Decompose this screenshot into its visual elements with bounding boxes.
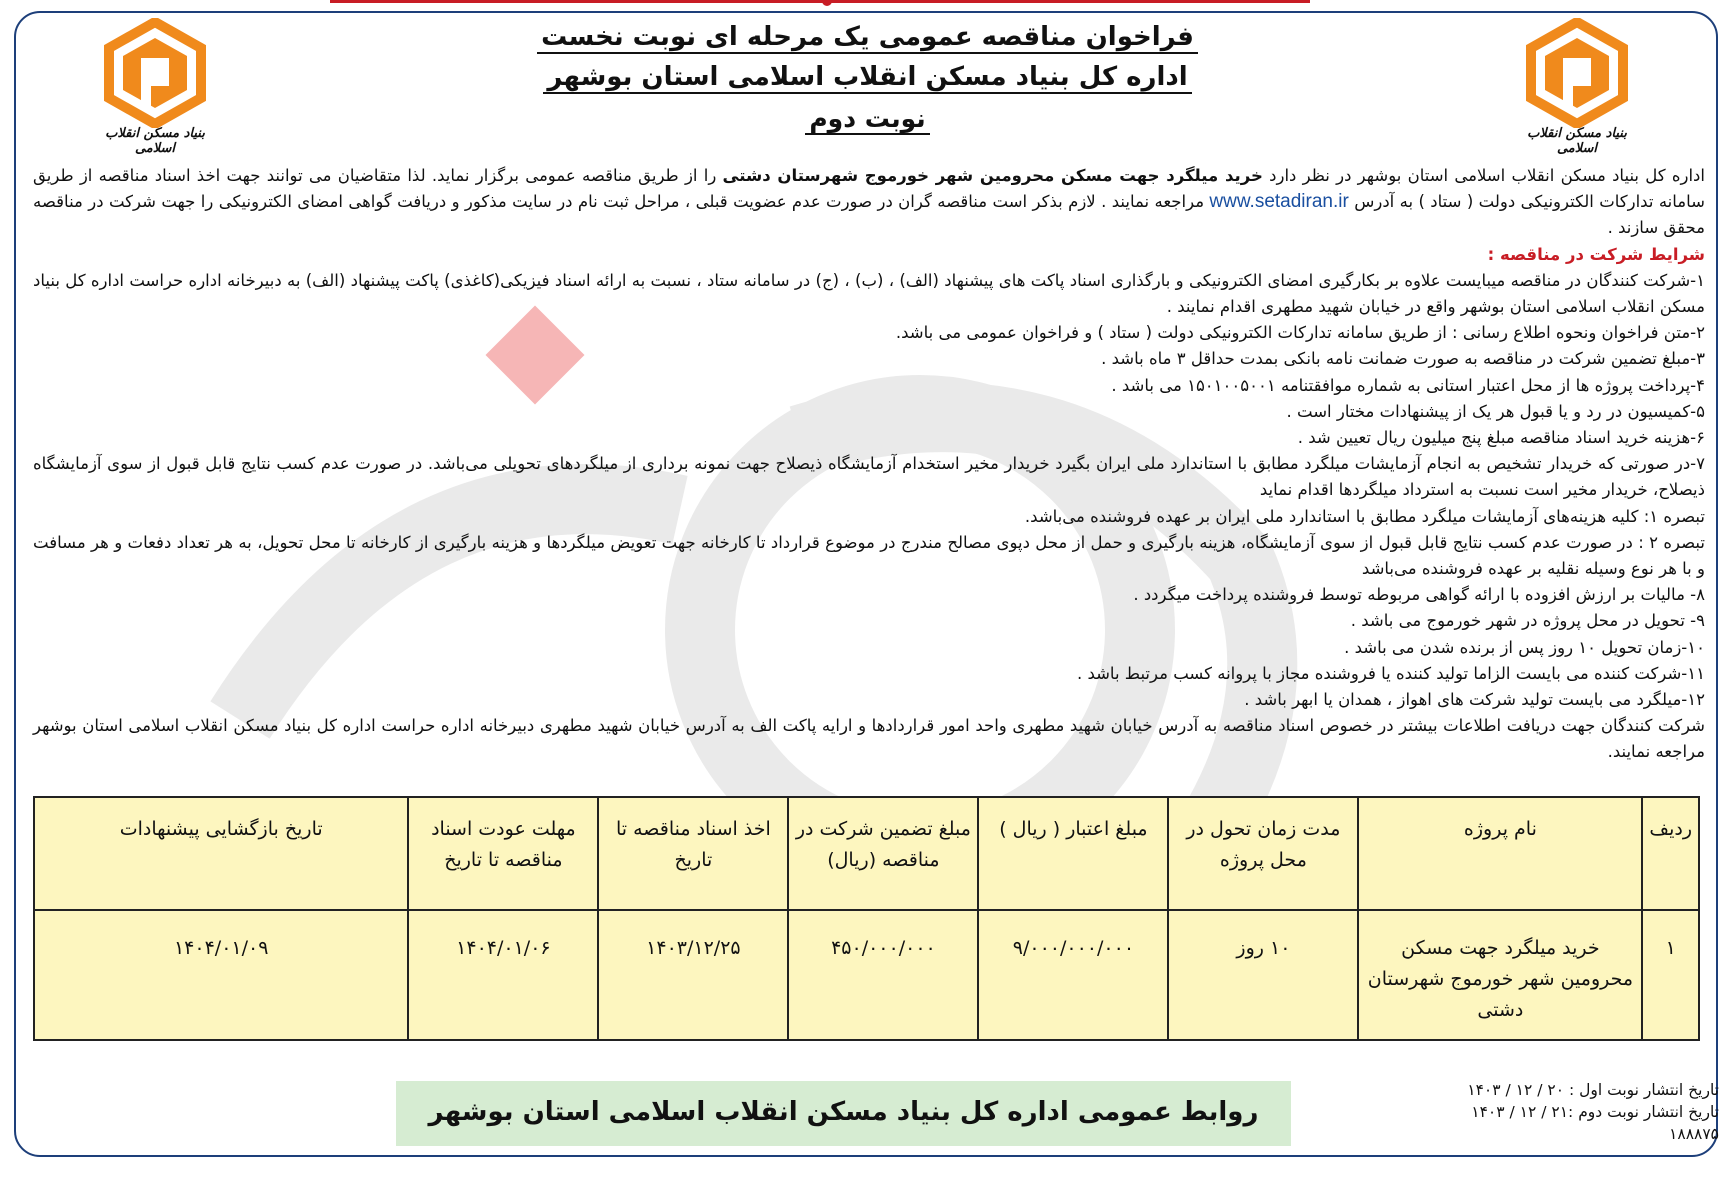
project-highlight: خرید میلگرد جهت مسکن محرومین شهر خورموج شهرستان دشتی — [722, 166, 1263, 185]
condition-item: ۲-متن فراخوان ونحوه اطلاع رسانی : از طریق سامانه تدارکات الکترونیکی دولت ( ستاد ) و فراخوان عمومی می باشد. — [895, 323, 1705, 343]
condition-item: ۱۲-میلگرد می بایست تولید شرکت های اهواز ، همدان یا ابهر باشد . — [1244, 690, 1705, 710]
cell-document-deadline: ۱۴۰۳/۱۲/۲۵ — [598, 910, 788, 1040]
col-document-deadline: اخذ اسناد مناقصه تا تاریخ — [598, 797, 788, 910]
cell-project-name: خرید میلگرد جهت مسکن محرومین شهر خورموج شهرستان دشتی — [1358, 910, 1642, 1040]
condition-item: ۸- مالیات بر ارزش افزوده با ارائه گواهی مربوطه توسط فروشنده پرداخت میگردد . — [1133, 585, 1705, 605]
condition-item: ۱۱-شرکت کننده می بایست الزاما تولید کننده یا فروشنده مجاز با پروانه کسب مرتبط باشد . — [1076, 663, 1705, 683]
table-header-row — [34, 797, 1699, 910]
condition-item: ۴-پرداخت پروژه ها از محل اعتبار استانی به شماره موافقتنامه ۱۵۰۱۰۰۵۰۰۱ می باشد . — [1111, 375, 1705, 395]
contact-paragraph: شرکت کنندگان جهت دریافت اطلاعات بیشتر در خصوص اسناد مناقصه به آدرس خیابان شهید مطهری واحد امور قراردادها و ارایه پاکت الف به آدرس خیابان شهید مطهری دبیرخانه اداره حراست اداره کل بنیاد مسکن انقلاب اسلامی استان بوشهر مراجعه نمایند. — [33, 716, 1705, 762]
condition-item: ۷-در صورتی که خریدار تشخیص به انجام آزمایشات میلگرد مطابق با استاندارد ملی ایران بگیرد خریدار مخیر استخدام آزمایشگاه ذیصلاح جهت نمونه برداری از میلگردهای تحویلی می‌باشد. در صورت عدم کسب نتایج قابل قبول از سوی آزمایشگاه ذیصلاح، خریدار مخیر است نسبت به استرداد میلگردها اقدام نماید — [33, 454, 1705, 500]
condition-item: ۱۰-زمان تحویل ۱۰ روز پس از برنده شدن می باشد . — [1344, 637, 1705, 657]
cell-credit-amount: ۹/۰۰۰/۰۰۰/۰۰۰ — [978, 910, 1168, 1040]
title-line-2: اداره کل بنیاد مسکن انقلاب اسلامی استان بوشهر — [0, 62, 1735, 92]
logo-caption: بنیاد مسکن انقلاب اسلامی — [105, 126, 205, 156]
condition-item: ۱-شرکت کنندگان در مناقصه میبایست علاوه بر بکارگیری امضای الکترونیکی و بارگذاری اسناد پاکت های پیشنهاد (الف) ، (ب) ، (ج) در سامانه ستاد ، نسبت به ارائه اسناد فیزیکی(کاغذی) پاکت پیشنهاد (الف) به دبیرخانه اداره حراست اداره کل بنیاد مسکن انقلاب اسلامی استان بوشهر واقع در خیابان شهید مطهری اقدام نمایند . — [33, 270, 1705, 317]
ad-code: ۱۸۸۸۷۵ — [1669, 1125, 1719, 1143]
publish-date-first: تاریخ انتشار نوبت اول : ۲۰ / ۱۲ / ۱۴۰۳ — [1467, 1081, 1719, 1099]
tender-table — [33, 796, 1700, 1041]
cell-opening-date: ۱۴۰۴/۰۱/۰۹ — [34, 910, 408, 1040]
publish-date-second: تاریخ انتشار نوبت دوم :۲۱ / ۱۲ / ۱۴۰۳ — [1471, 1103, 1719, 1121]
announcement-body — [33, 163, 1705, 766]
col-delivery-time: مدت زمان تحول در محل پروژه — [1168, 797, 1358, 910]
condition-item: ۶-هزینه خرید اسناد مناقصه مبلغ پنج میلیون ریال تعیین شد . — [1297, 428, 1705, 448]
col-project-name: نام پروژه — [1358, 797, 1642, 910]
conditions-title: شرایط شرکت در مناقصه : — [1487, 244, 1705, 264]
col-row-number: ردیف — [1642, 797, 1699, 910]
table-row — [34, 910, 1699, 1040]
cell-row-number: ۱ — [1642, 910, 1699, 1040]
title-line-1: فراخوان مناقصه عمومی یک مرحله ای نوبت نخست — [0, 22, 1735, 52]
title-line-3: نوبت دوم — [0, 104, 1735, 133]
col-opening-date: تاریخ بازگشایی پیشنهادات — [34, 797, 408, 910]
condition-note: تبصره ۲ : در صورت عدم کسب نتایج قابل قبول از سوی آزمایشگاه، هزینه بارگیری و حمل از محل دپوی مصالح مندرج در موضوع قرارداد تا کارخانه جهت تعویض میلگردها و هزینه بارگیری از کارخانه تا محل تحویل، به هر تعداد دفعات و هر مسافت و با هر نوع وسیله نقلیه بر عهده فروشنده می‌باشد — [33, 532, 1706, 579]
intro-paragraph: اداره کل بنیاد مسکن انقلاب اسلامی استان بوشهر در نظر دارد خرید میلگرد جهت مسکن محرومین شهر خورموج شهرستان دشتی را از طریق مناقصه عمومی برگزار نماید. لذا متقاضیان می توانند جهت اخذ اسناد مناقصه از طریق سامانه تدارکات الکترونیکی دولت ( ستاد ) به آدرس www.setadiran.ir مراجعه نمایند . لازم بذکر است مناقصه گران در صورت عدم عضویت قبلی ، مراحل ثبت نام در سایت مذکور و دریافت گواهی امضای الکترونیکی را جهت شرکت در مناقصه محقق سازند . — [33, 166, 1705, 238]
cell-delivery-time: ۱۰ روز — [1168, 910, 1358, 1040]
col-credit-amount: مبلغ اعتبار ( ریال ) — [978, 797, 1168, 910]
logo-caption: بنیاد مسکن انقلاب اسلامی — [1527, 126, 1627, 156]
condition-item: ۹- تحویل در محل پروژه در شهر خورموج می باشد . — [1350, 611, 1705, 631]
col-return-deadline: مهلت عودت اسناد مناقصه تا تاریخ — [408, 797, 598, 910]
col-guarantee-amount: مبلغ تضمین شرکت در مناقصه (ریال) — [788, 797, 978, 910]
top-rule — [330, 0, 1310, 3]
condition-note: تبصره ۱: کلیه هزینه‌های آزمایشات میلگرد مطابق با استاندارد ملی ایران بر عهده فروشنده می‌باشد. — [1024, 506, 1705, 526]
condition-item: ۵-کمیسیون در رد و یا قبول هر یک از پیشنهادات مختار است . — [1286, 401, 1705, 421]
cell-return-deadline: ۱۴۰۴/۰۱/۰۶ — [408, 910, 598, 1040]
public-relations-banner: روابط عمومی اداره کل بنیاد مسکن انقلاب اسلامی استان بوشهر — [396, 1081, 1291, 1146]
top-rule-dot — [822, 0, 832, 6]
setadiran-link[interactable]: www.setadiran.ir — [1209, 191, 1349, 213]
condition-item: ۳-مبلغ تضمین شرکت در مناقصه به صورت ضمانت نامه بانکی بمدت حداقل ۳ ماه باشد . — [1101, 349, 1705, 369]
cell-guarantee-amount: ۴۵۰/۰۰۰/۰۰۰ — [788, 910, 978, 1040]
publish-dates — [1379, 1079, 1719, 1145]
